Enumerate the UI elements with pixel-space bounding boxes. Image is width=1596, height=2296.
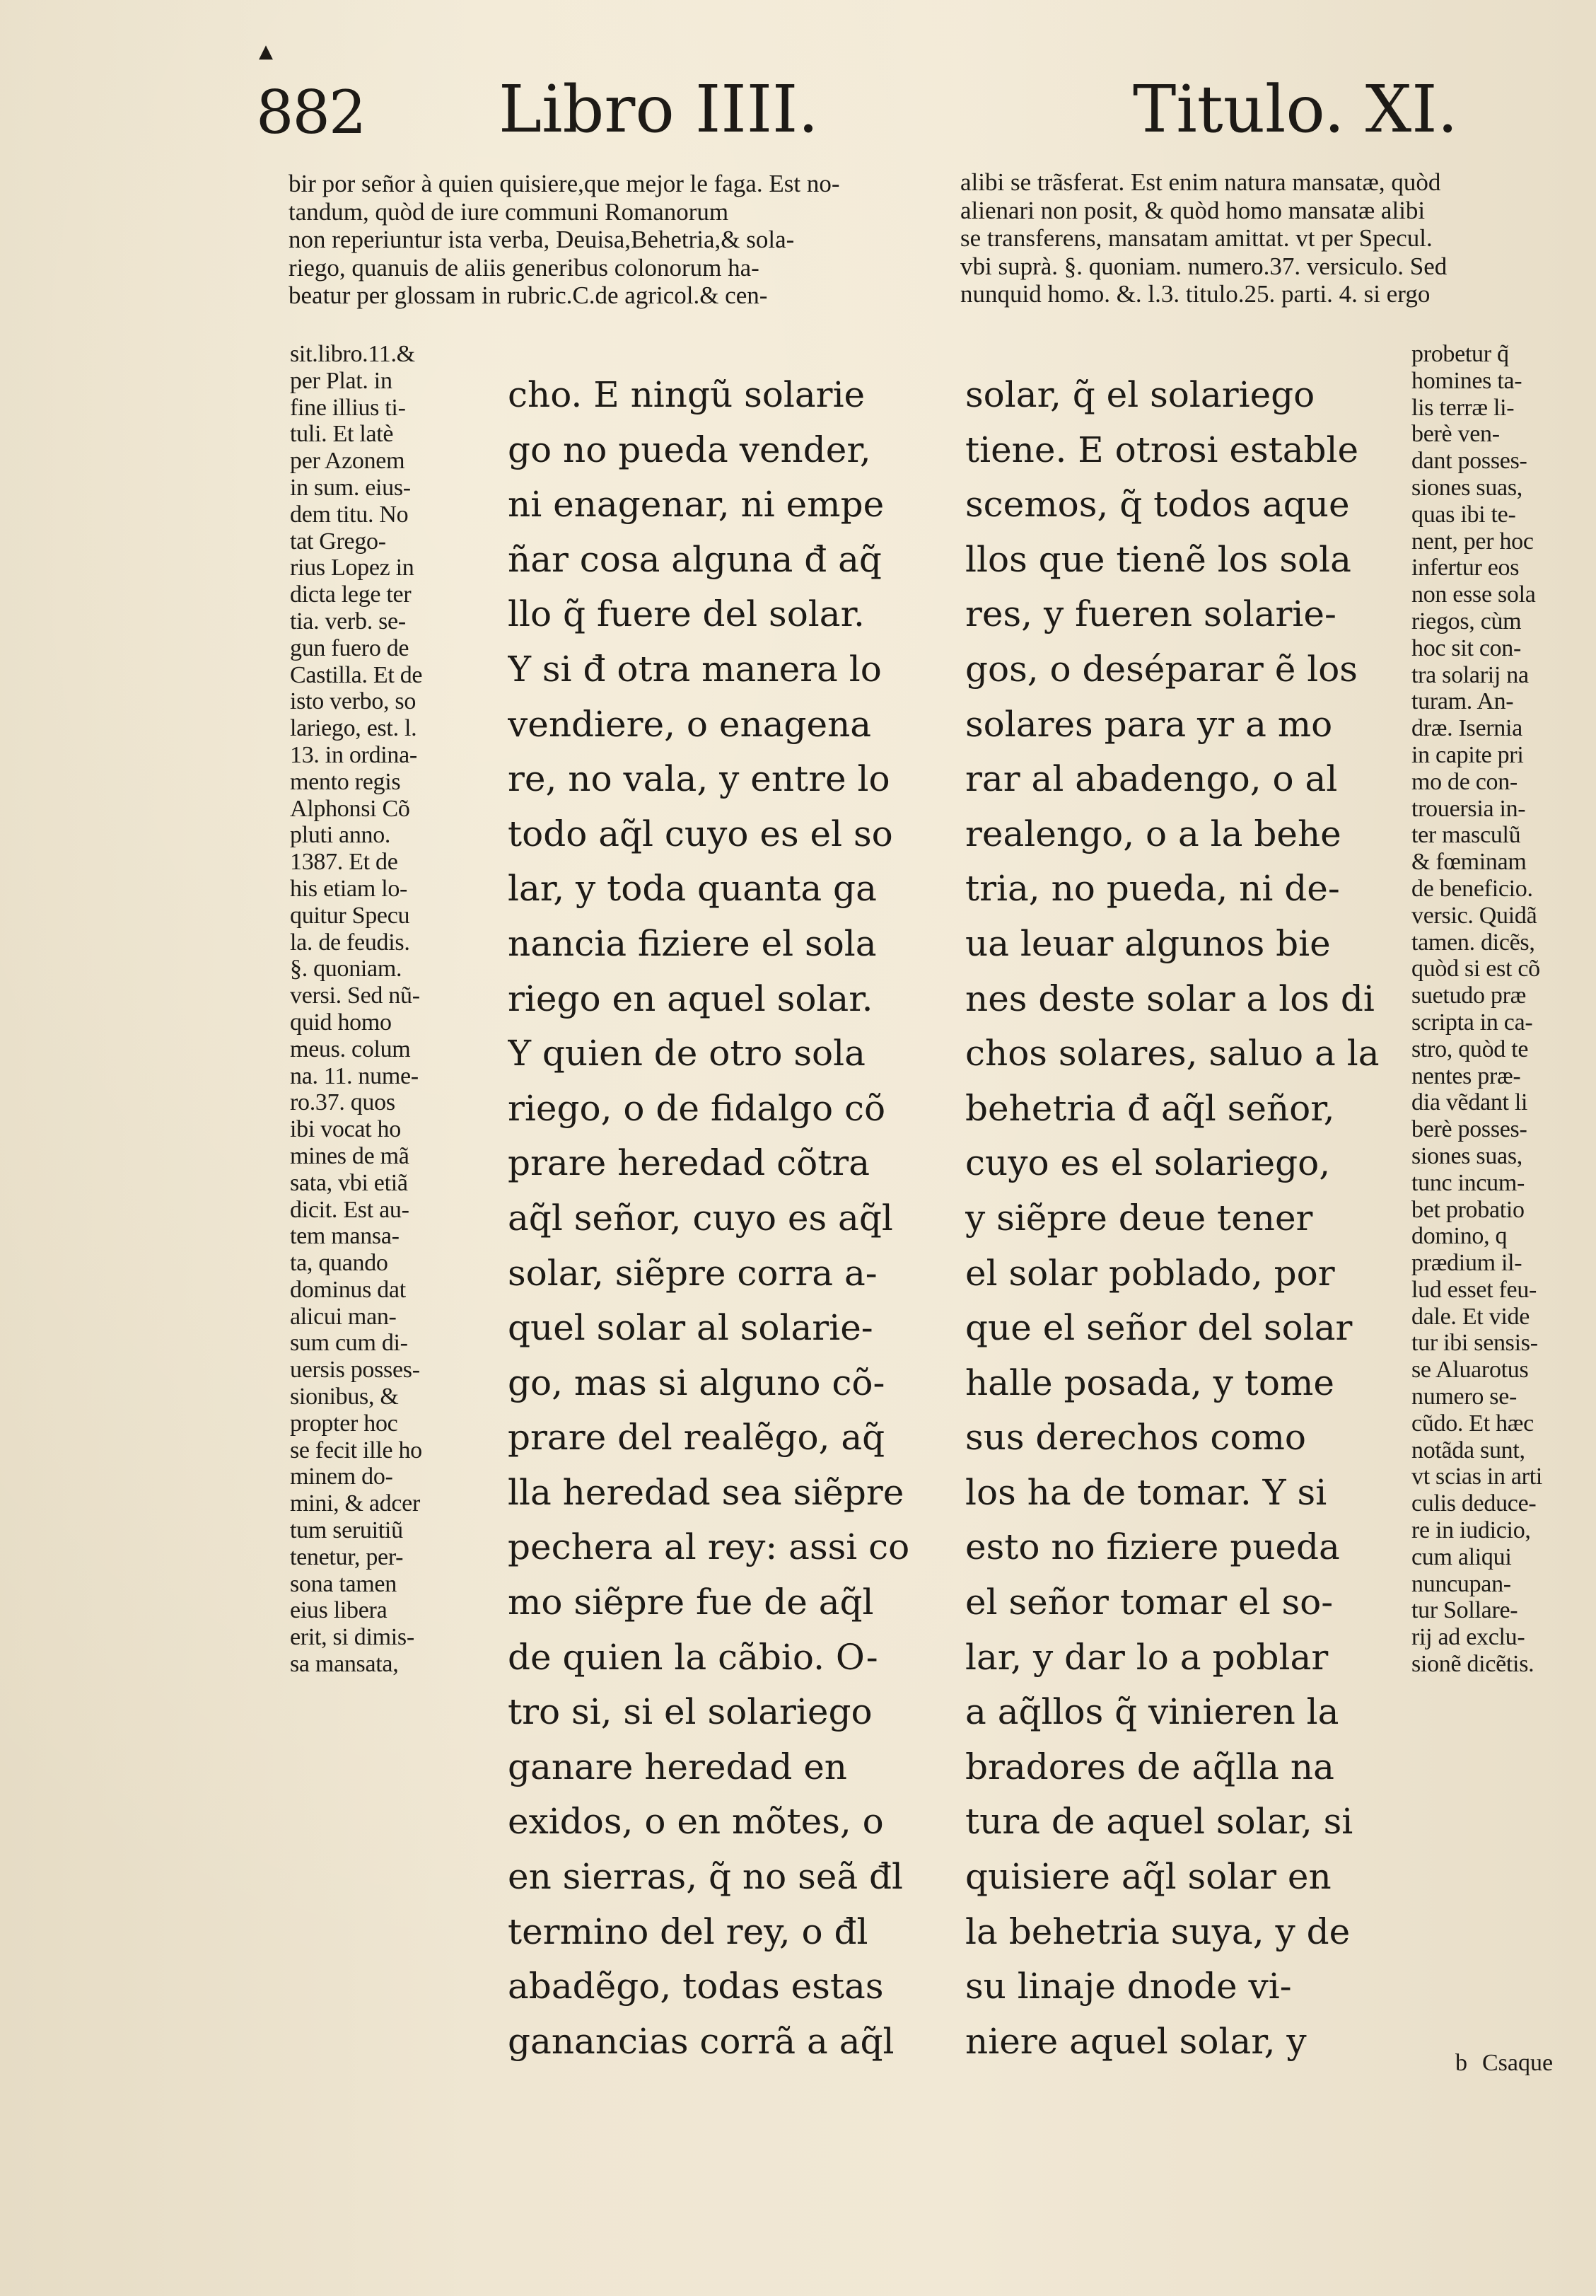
- margin-line: mo de con-: [1411, 768, 1518, 795]
- margin-line: tamen. dicẽs,: [1411, 929, 1535, 956]
- main-line: lla heredad sea siẽpre: [508, 1471, 904, 1513]
- margin-line: lis terræ li-: [1411, 394, 1515, 421]
- margin-line: tat Grego-: [290, 528, 386, 555]
- main-line: cho. E ningũ solarie: [508, 374, 866, 415]
- margin-line: ter masculũ: [1411, 822, 1521, 849]
- main-line: halle posada, y tome: [965, 1362, 1334, 1403]
- main-line: go, mas si alguno cõ-: [508, 1362, 885, 1403]
- page-number: 882: [256, 78, 366, 147]
- main-line: el señor tomar el so-: [965, 1582, 1334, 1623]
- margin-line: turam. An-: [1411, 688, 1514, 715]
- main-text-left-column: [508, 368, 932, 2069]
- margin-line: mines de mã: [290, 1142, 409, 1169]
- gloss-line: vbi suprà. §. quoniam. numero.37. versiculo. Sed: [960, 252, 1448, 280]
- margin-line: homines ta-: [1411, 367, 1522, 394]
- catchword: Csaque: [1482, 2050, 1554, 2076]
- margin-line: suetudo præ: [1411, 982, 1526, 1009]
- margin-line: la. de feudis.: [290, 929, 410, 956]
- gloss-line: alienari non posit, & quòd homo mansatæ alibi: [960, 196, 1426, 224]
- main-text-right-column: [965, 368, 1390, 2069]
- main-line: llo q̃ fuere del solar.: [508, 593, 865, 635]
- main-line: gos, o deséparar ẽ los: [965, 648, 1358, 690]
- margin-line: dale. Et vide: [1411, 1303, 1530, 1330]
- left-margin-gloss: [290, 341, 477, 1678]
- margin-line: na. 11. nume-: [290, 1062, 419, 1089]
- gloss-line: se transferens, mansatam amittat. vt per Specul.: [960, 224, 1433, 252]
- margin-line: & fœminam: [1411, 849, 1527, 876]
- corner-mark: ▲: [259, 41, 273, 62]
- main-line: ua leuar algunos bie: [965, 922, 1331, 964]
- margin-line: ibi vocat ho: [290, 1116, 401, 1143]
- main-line: res, y fueren solarie-: [965, 593, 1336, 635]
- main-line: esto no fiziere pueda: [965, 1526, 1340, 1568]
- main-line: nancia fiziere el sola: [508, 922, 877, 964]
- book-heading: Libro IIII.: [499, 71, 819, 147]
- margin-line: mini, & adcer: [290, 1490, 420, 1517]
- margin-line: Alphonsi Cõ: [290, 795, 410, 822]
- margin-line: versic. Quidã: [1411, 902, 1537, 929]
- margin-line: siones suas,: [1411, 1142, 1522, 1169]
- main-line: tro si, si el solariego: [508, 1691, 873, 1733]
- margin-line: berè ven-: [1411, 421, 1500, 448]
- main-line: tiene. E otrosi estable: [965, 429, 1359, 470]
- margin-line: re in iudicio,: [1411, 1517, 1531, 1544]
- margin-line: dicit. Est au-: [290, 1196, 409, 1223]
- margin-line: rius Lopez in: [290, 555, 414, 581]
- main-line: re, no vala, y entre lo: [508, 758, 890, 800]
- main-line: cuyo es el solariego,: [965, 1142, 1331, 1184]
- margin-line: sona tamen: [290, 1570, 397, 1597]
- margin-line: gun fuero de: [290, 634, 409, 661]
- main-line: tura de aquel solar, si: [965, 1801, 1353, 1843]
- margin-line: Castilla. Et de: [290, 661, 423, 688]
- margin-line: sionibus, &: [290, 1384, 399, 1410]
- margin-line: sa mansata,: [290, 1651, 399, 1678]
- main-line: llos que tienẽ los sola: [965, 538, 1351, 580]
- main-line: tria, no pueda, ni de-: [965, 868, 1340, 910]
- margin-line: erit, si dimis-: [290, 1624, 414, 1651]
- margin-line: berè posses-: [1411, 1116, 1527, 1143]
- gloss-line: beatur per glossam in rubric.C.de agricol.& cen-: [289, 282, 768, 309]
- gloss-line: non reperiuntur ista verba, Deuisa,Behetria,& sola-: [289, 226, 795, 253]
- main-line: sus derechos como: [965, 1417, 1306, 1459]
- main-line: quisiere aq̃l solar en: [965, 1856, 1332, 1898]
- margin-line: riegos, cùm: [1411, 608, 1522, 634]
- main-line: riego en aquel solar.: [508, 978, 873, 1019]
- main-line: ganancias corrã a aq̃l: [508, 2020, 895, 2062]
- margin-line: tenetur, per-: [290, 1543, 404, 1570]
- main-line: en sierras, q̃ no seã đl: [508, 1856, 904, 1898]
- margin-line: tunc incum-: [1411, 1169, 1525, 1196]
- margin-line: sionẽ dicẽtis.: [1411, 1651, 1534, 1678]
- right-margin-gloss: [1411, 341, 1567, 1678]
- margin-line: se fecit ille ho: [290, 1437, 422, 1463]
- margin-line: quòd si est cõ: [1411, 956, 1540, 982]
- margin-line: culis deduce-: [1411, 1490, 1537, 1517]
- margin-line: dem titu. No: [290, 501, 409, 528]
- main-line: niere aquel solar, y: [965, 2020, 1307, 2062]
- margin-line: prædium il-: [1411, 1250, 1522, 1277]
- margin-line: nentes præ-: [1411, 1062, 1521, 1089]
- margin-line: de beneficio.: [1411, 875, 1533, 902]
- main-line: exidos, o en mõtes, o: [508, 1801, 884, 1843]
- margin-line: nent, per hoc: [1411, 528, 1534, 555]
- margin-line: §. quoniam.: [290, 956, 402, 982]
- gloss-line: tandum, quòd de iure communi Romanorum: [289, 197, 729, 226]
- main-line: solares para yr a mo: [965, 703, 1333, 745]
- margin-line: notãda sunt,: [1411, 1437, 1525, 1463]
- margin-line: 13. in ordina-: [290, 741, 417, 768]
- main-line: el solar poblado, por: [965, 1252, 1335, 1294]
- main-line: bradores de aq̃lla na: [965, 1746, 1334, 1787]
- margin-line: numero se-: [1411, 1384, 1518, 1410]
- main-line: lar, y dar lo a poblar: [965, 1636, 1329, 1678]
- margin-line: nuncupan-: [1411, 1570, 1511, 1597]
- main-line: solar, siẽpre corra a-: [508, 1252, 878, 1294]
- main-line: su linaje dnode vi-: [965, 1966, 1292, 2007]
- margin-line: cũdo. Et hæc: [1411, 1410, 1534, 1437]
- main-line: los ha de tomar. Y si: [965, 1471, 1327, 1513]
- main-line: ganare heredad en: [508, 1746, 848, 1787]
- margin-line: isto verbo, so: [290, 688, 417, 715]
- margin-line: ta, quando: [290, 1250, 388, 1277]
- gloss-top-right: [960, 168, 1554, 308]
- margin-line: tur ibi sensis-: [1411, 1330, 1538, 1357]
- margin-line: quid homo: [290, 1009, 392, 1036]
- main-line: que el señor del solar: [965, 1307, 1353, 1349]
- margin-line: non esse sola: [1411, 581, 1536, 608]
- margin-line: domino, q: [1411, 1223, 1508, 1250]
- margin-line: rij ad exclu-: [1411, 1624, 1525, 1651]
- title-heading: Titulo. XI.: [1133, 71, 1458, 147]
- gloss-top-left: [289, 170, 911, 310]
- margin-line: in sum. eius-: [290, 474, 411, 501]
- main-line: Y quien de otro sola: [508, 1033, 866, 1074]
- margin-line: tum seruitiũ: [290, 1517, 403, 1544]
- margin-line: tur Sollare-: [1411, 1597, 1518, 1624]
- margin-line: stro, quòd te: [1411, 1036, 1529, 1062]
- margin-line: his etiam lo-: [290, 875, 408, 902]
- main-line: vendiere, o enagena: [508, 703, 872, 745]
- margin-line: mento regis: [290, 768, 401, 795]
- margin-line: infertur eos: [1411, 555, 1520, 581]
- margin-line: se Aluarotus: [1411, 1357, 1529, 1384]
- margin-line: tia. verb. se-: [290, 608, 406, 634]
- margin-line: quas ibi te-: [1411, 501, 1516, 528]
- margin-line: siones suas,: [1411, 474, 1522, 501]
- gloss-line: riego, quanuis de aliis generibus colonorum ha-: [289, 253, 759, 282]
- main-line: abadẽgo, todas estas: [508, 1966, 884, 2007]
- margin-line: cum aliqui: [1411, 1543, 1512, 1570]
- margin-line: tem mansa-: [290, 1223, 400, 1250]
- margin-line: ro.37. quos: [290, 1089, 395, 1116]
- margin-line: pluti anno.: [290, 822, 391, 849]
- margin-line: tra solarij na: [1411, 661, 1529, 688]
- margin-line: bet probatio: [1411, 1196, 1525, 1223]
- margin-line: sata, vbi etiã: [290, 1169, 408, 1196]
- margin-line: hoc sit con-: [1411, 634, 1522, 661]
- margin-line: 1387. Et de: [290, 849, 398, 876]
- margin-line: tuli. Et latè: [290, 421, 394, 448]
- main-line: y siẽpre deue tener: [965, 1197, 1313, 1239]
- main-line: riego, o de fidalgo cõ: [508, 1087, 886, 1129]
- gloss-line: alibi se trãsferat. Est enim natura mansatæ, quòd: [960, 168, 1441, 196]
- main-line: ni enagenar, ni empe: [508, 484, 885, 526]
- margin-line: eius libera: [290, 1597, 388, 1624]
- signature-mark: b: [1455, 2050, 1467, 2076]
- margin-line: uersis posses-: [290, 1357, 420, 1384]
- main-line: scemos, q̃ todos aque: [965, 484, 1350, 526]
- margin-line: lud esset feu-: [1411, 1276, 1537, 1303]
- main-line: aq̃l señor, cuyo es aq̃l: [508, 1197, 893, 1239]
- margin-line: in capite pri: [1411, 741, 1524, 768]
- main-line: lar, y toda quanta ga: [508, 868, 877, 910]
- gloss-line: nunquid homo. &. l.3. titulo.25. parti. 4. si ergo: [960, 280, 1431, 308]
- margin-line: versi. Sed nũ-: [290, 982, 420, 1009]
- margin-line: trouersia in-: [1411, 795, 1526, 822]
- margin-line: scripta in ca-: [1411, 1009, 1533, 1036]
- main-line: termino del rey, o đl: [508, 1911, 868, 1952]
- margin-line: sit.libro.11.&: [290, 341, 415, 367]
- main-line: prare heredad cõtra: [508, 1142, 870, 1184]
- margin-line: fine illius ti-: [290, 394, 406, 421]
- margin-line: per Azonem: [290, 448, 405, 475]
- main-line: realengo, o a la behe: [965, 813, 1341, 854]
- margin-line: dræ. Isernia: [1411, 715, 1522, 742]
- gloss-line: bir por señor à quien quisiere,que mejor le faga. Est no-: [289, 170, 840, 197]
- main-line: mo siẽpre fue de aq̃l: [508, 1582, 874, 1623]
- main-line: todo aq̃l cuyo es el so: [508, 813, 893, 854]
- margin-line: vt scias in arti: [1411, 1463, 1542, 1490]
- main-line: ñar cosa alguna đ aq̃: [508, 538, 882, 580]
- margin-line: dicta lege ter: [290, 581, 412, 608]
- margin-line: quitur Specu: [290, 902, 410, 929]
- main-line: behetria đ aq̃l señor,: [965, 1087, 1335, 1129]
- margin-line: sum cum di-: [290, 1330, 408, 1357]
- main-line: prare del realẽgo, aq̃: [508, 1417, 885, 1459]
- main-line: quel solar al solarie-: [508, 1307, 873, 1349]
- margin-line: minem do-: [290, 1463, 393, 1490]
- margin-line: propter hoc: [290, 1410, 398, 1437]
- main-line: nes deste solar a los di: [965, 978, 1375, 1019]
- main-line: go no pueda vender,: [508, 429, 871, 470]
- main-line: de quien la cãbio. O-: [508, 1636, 878, 1678]
- margin-line: probetur q̃: [1411, 341, 1509, 367]
- main-line: rar al abadengo, o al: [965, 758, 1338, 800]
- main-line: solar, q̃ el solariego: [965, 374, 1315, 415]
- main-line: Y si đ otra manera lo: [508, 648, 882, 690]
- margin-line: lariego, est. l.: [290, 715, 417, 742]
- margin-line: dominus dat: [290, 1276, 406, 1303]
- margin-line: dia vẽdant li: [1411, 1089, 1528, 1116]
- margin-line: dant posses-: [1411, 448, 1527, 475]
- margin-line: alicui man-: [290, 1303, 397, 1330]
- margin-line: meus. colum: [290, 1036, 411, 1062]
- main-line: la behetria suya, y de: [965, 1911, 1351, 1952]
- main-line: a aq̃llos q̃ vinieren la: [965, 1691, 1339, 1733]
- main-line: chos solares, saluo a la: [965, 1033, 1380, 1074]
- main-line: pechera al rey: assi co: [508, 1526, 910, 1568]
- margin-line: per Plat. in: [290, 367, 392, 394]
